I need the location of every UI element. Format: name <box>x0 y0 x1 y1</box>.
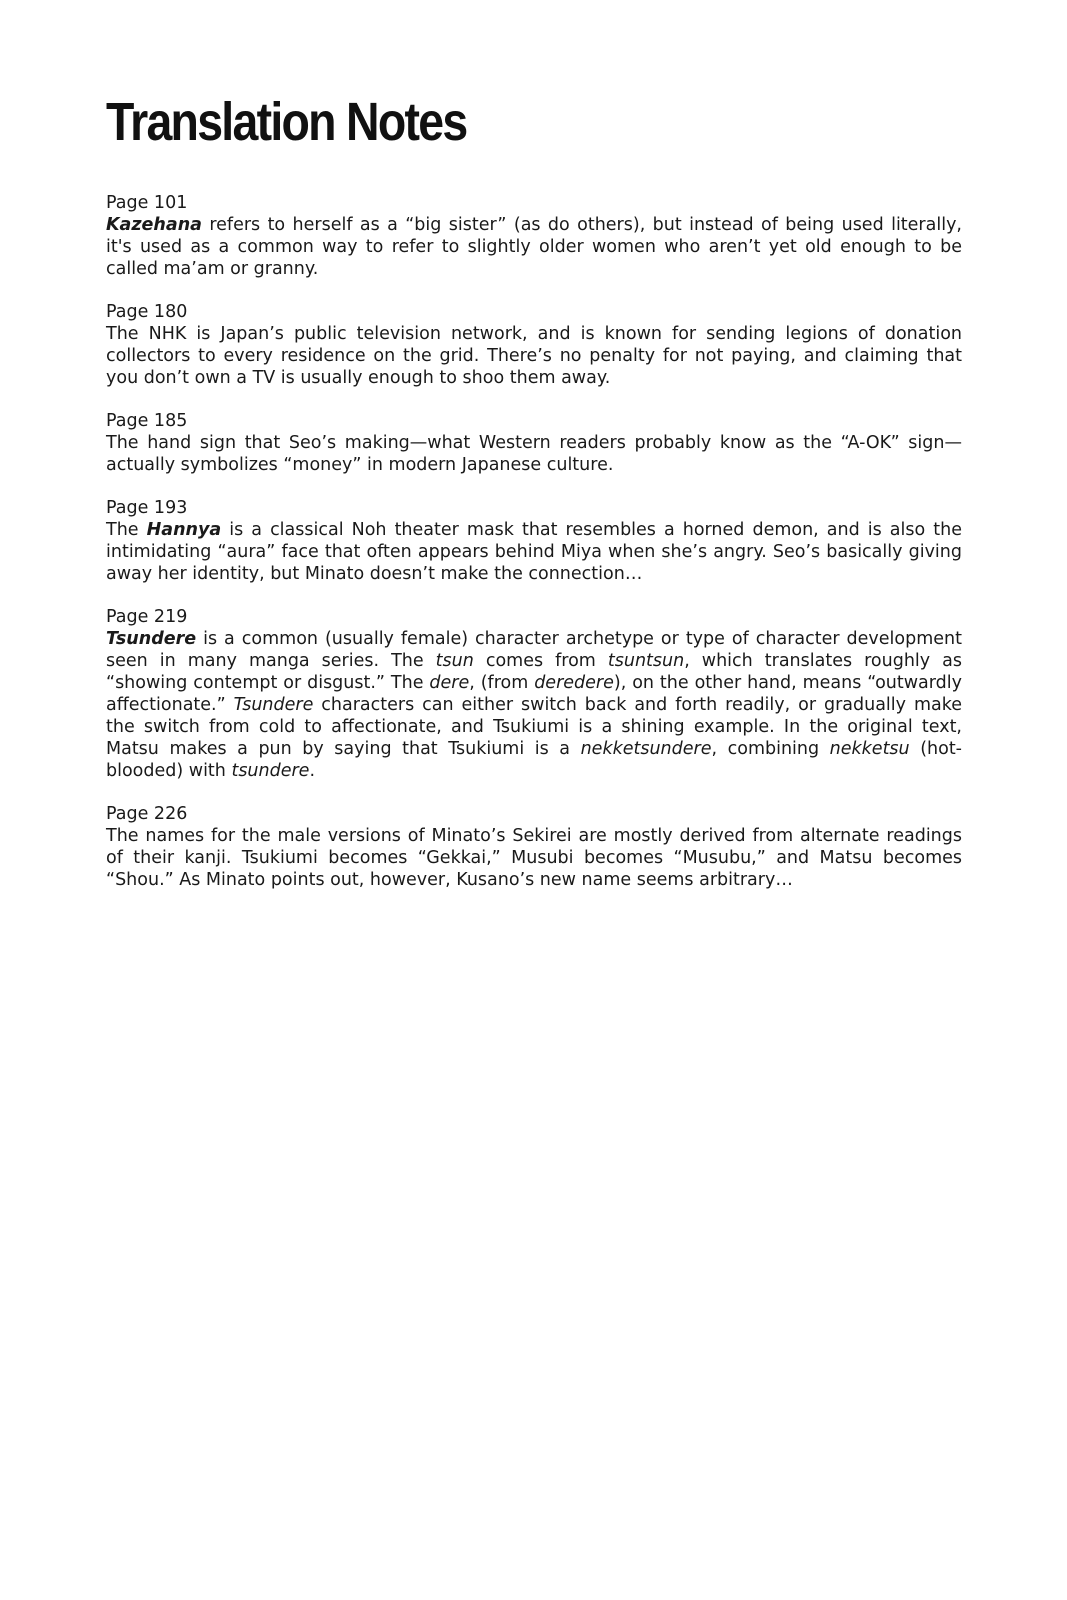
note-body <box>106 323 962 389</box>
emphasized-term: deredere <box>534 673 614 693</box>
emphasized-term: tsun <box>435 651 474 671</box>
note-text: , which translates roughly as “showing contempt or disgust.” The <box>106 651 963 693</box>
note-text: refers to herself as a “big sister” (as do others), but instead of being used literally, it's used as a common way to refer to slightly older women who aren’t yet old enough to be called ma’am or granny. <box>106 215 962 279</box>
emphasized-term: tsundere <box>231 761 310 781</box>
note-text: is a classical Noh theater mask that resembles a horned demon, and is also the intimidating “aura” face that often appears behind Miya when she’s angry. Seo’s basically giving away her identity, but Minato doesn’t make the connection… <box>106 520 962 584</box>
emphasized-term: Kazehana <box>106 215 202 235</box>
note-page-label: Page 219 <box>106 607 188 627</box>
note-body <box>106 214 962 280</box>
note-text: (hot-blooded) with <box>106 739 962 781</box>
note-text: characters can either switch back and forth readily, or gradually make the switch from cold to affectionate, and Tsukiumi is a shining example. In the original text, Matsu makes a pun by saying that Tsukiumi is a <box>106 695 962 759</box>
translation-note <box>106 803 962 891</box>
emphasized-term: Hannya <box>146 520 222 540</box>
note-page-label: Page 185 <box>106 411 188 431</box>
translation-note <box>106 410 962 476</box>
emphasized-term: nekketsu <box>829 739 910 759</box>
note-page-label: Page 101 <box>106 193 188 213</box>
emphasized-term: Tsundere <box>233 695 314 715</box>
note-text: The names for the male versions of Minato’s Sekirei are mostly derived from alternate readings of their kanji. Tsukiumi becomes “Gekkai,” Musubi becomes “Musubu,” and Matsu becomes “Shou.” As Minato points out, however, Kusano’s new name seems arbitrary… <box>106 826 962 890</box>
note-page-label: Page 193 <box>106 498 188 518</box>
translation-note <box>106 497 962 585</box>
emphasized-term: tsuntsun <box>607 651 685 671</box>
note-text: is a common (usually female) character archetype or type of character development seen in many manga series. The <box>106 629 962 671</box>
translation-note <box>106 606 962 782</box>
note-text: ), on the other hand, means “outwardly affectionate.” <box>106 673 962 715</box>
note-body <box>106 432 962 476</box>
note-text: The NHK is Japan’s public television network, and is known for sending legions of donation collectors to every residence on the grid. There’s no penalty for not paying, and claiming that you don’t own a TV is usually enough to shoo them away. <box>106 324 962 388</box>
note-text: The hand sign that Seo’s making—what Western readers probably know as the “A-OK” sign—actually symbolizes “money” in modern Japanese culture. <box>106 433 962 475</box>
translation-note <box>106 192 962 280</box>
page-title: Translation Notes <box>106 92 467 152</box>
note-body <box>106 519 962 585</box>
note-page-label: Page 180 <box>106 302 188 322</box>
emphasized-term: dere <box>429 673 470 693</box>
note-page-label: Page 226 <box>106 804 188 824</box>
note-text: , combining <box>711 739 830 759</box>
translation-note <box>106 301 962 389</box>
note-body <box>106 825 962 891</box>
note-body <box>106 628 962 782</box>
note-text: The <box>106 520 147 540</box>
note-text: comes from <box>473 651 608 671</box>
note-text: . <box>309 761 316 781</box>
emphasized-term: nekketsundere <box>580 739 712 759</box>
emphasized-term: Tsundere <box>106 629 197 649</box>
note-text: , (from <box>469 673 535 693</box>
notes-list <box>106 192 962 912</box>
